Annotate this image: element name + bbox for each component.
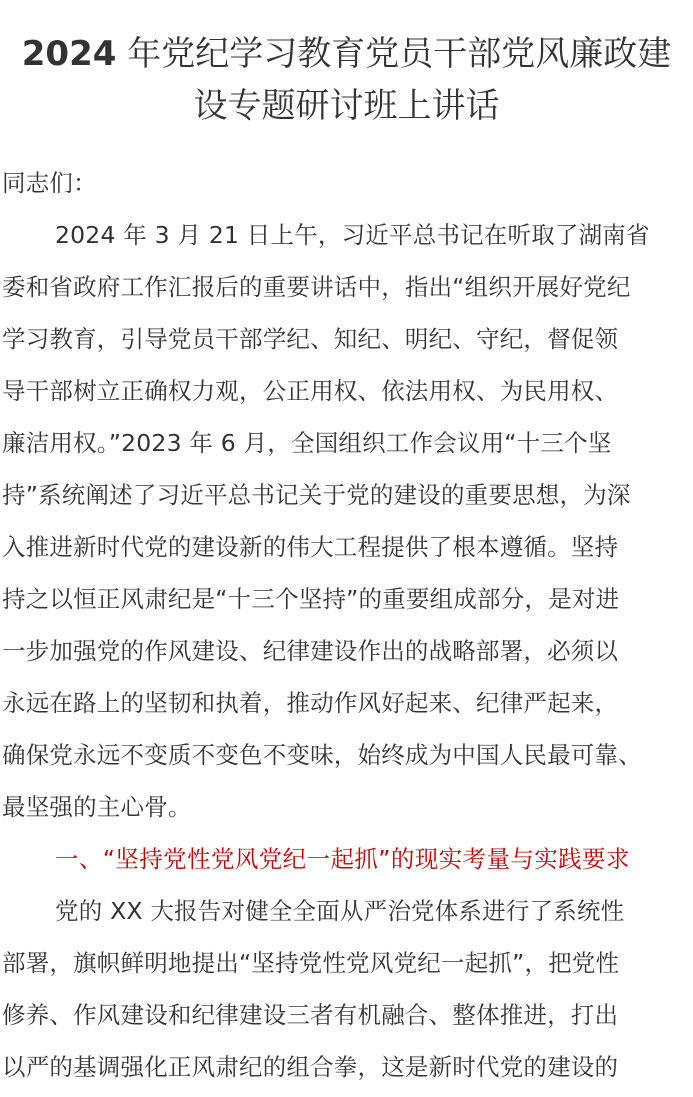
salutation: 同志们： (2, 169, 97, 197)
title-year: 2024 (21, 34, 117, 74)
document-body (0, 157, 693, 1093)
paragraph-line: 部署，旗帜鲜明地提出“坚持党性党风党纪一起抓”，把党性 (2, 949, 620, 977)
paragraph-line: 一步加强党的作风建设、纪律建设作出的战略部署，必须以 (2, 637, 619, 665)
paragraph-line: 导干部树立正确权力观，公正用权、依法用权、为民用权、 (2, 377, 619, 405)
document-title (0, 0, 693, 132)
paragraph-line: 永远在路上的坚韧和执着，推动作风好起来、纪律严起来， (2, 689, 619, 717)
paragraph-line: 学习教育，引导党员干部学纪、知纪、明纪、守纪，督促领 (2, 325, 619, 353)
paragraph-line: 党的 XX 大报告对健全全面从严治党体系进行了系统性 (55, 897, 625, 925)
paragraph-line: 廉洁用权。”2023 年 6 月，全国组织工作会议用“十三个坚 (2, 429, 612, 457)
paragraph-line: 最坚强的主心骨。 (2, 793, 192, 821)
paragraph-line: 持”系统阐述了习近平总书记关于党的建设的重要思想，为深 (2, 481, 631, 509)
paragraph-line: 入推进新时代党的建设新的伟大工程提供了根本遵循。坚持 (2, 533, 619, 561)
paragraph-line: 以严的基调强化正风肃纪的组合拳，这是新时代党的建设的 (2, 1053, 619, 1081)
paragraph-line: 修养、作风建设和纪律建设三者有机融合、整体推进，打出 (2, 1001, 619, 1029)
title-line-1 (0, 28, 693, 80)
paragraph-line: 持之以恒正风肃纪是“十三个坚持”的重要组成部分，是对进 (2, 585, 620, 613)
section-heading-1: 一、“坚持党性党风党纪一起抓”的现实考量与实践要求 (55, 845, 630, 873)
paragraph-line: 委和省政府工作汇报后的重要讲话中，指出“组织开展好党纪 (2, 273, 631, 301)
paragraph-line: 确保党永远不变质不变色不变味，始终成为中国人民最可靠、 (2, 741, 642, 769)
paragraph-line: 2024 年 3 月 21 日上午，习近平总书记在听取了湖南省 (55, 221, 650, 249)
title-line-1-text: 年党纪学习教育党员干部党风廉政建 (116, 34, 672, 74)
title-line-2: 设专题研讨班上讲话 (193, 86, 500, 126)
